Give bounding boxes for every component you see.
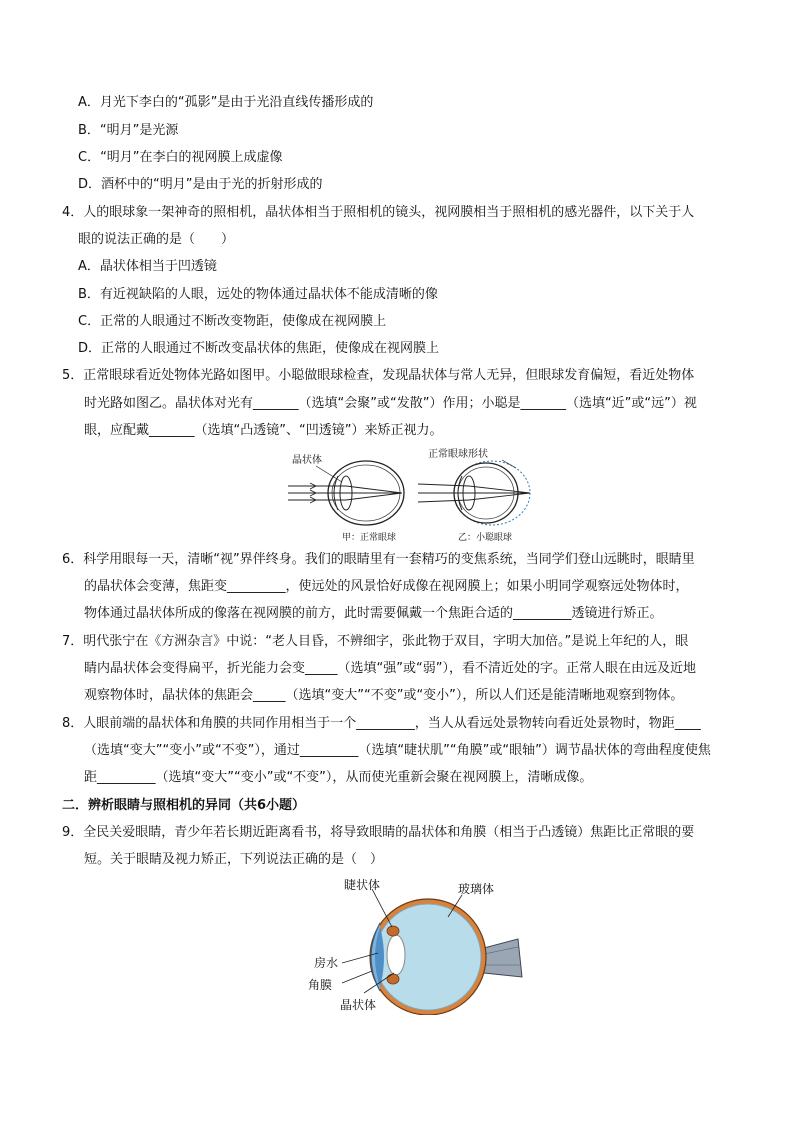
normal-eyeball-diagram: [288, 461, 404, 525]
q3-option-c: C．“明月”在李白的视网膜上成虚像: [78, 150, 283, 165]
vitreous-label: 玻璃体: [458, 882, 495, 896]
cornea-label: 角膜: [308, 978, 333, 992]
q3-option-b: B．“明月”是光源: [78, 123, 179, 138]
q6-line1: 6．科学用眼每一天，清晰“视”界伴终身。我们的眼睛里有一套精巧的变焦系统，当同学们登山远眺时，眼睛里: [62, 552, 695, 567]
q3-option-d: D．酒杯中的“明月”是由于光的折射形成的: [78, 177, 323, 192]
eyeball-cross-section: [342, 889, 522, 1015]
q8-line3: 距_________（选填“变大”“变小”或“不变”），从而使光重新会聚在视网膜上，清晰成像。: [84, 770, 593, 785]
q9-line2: 短。关于眼睛及视力矫正，下列说法正确的是（ ）: [84, 852, 384, 867]
aqueous-humor-label: 房水: [314, 956, 339, 970]
q8-line2: （选填“变大”“变小”或“不变”），通过_________（选填“睫状肌”“角膜”或“眼轴”）调节晶状体的弯曲程度使焦: [84, 743, 711, 758]
short-eye-caption: 乙：小聪眼球: [458, 533, 513, 543]
q4-option-a: A．晶状体相当于凹透镜: [78, 259, 217, 274]
lens-label: 晶状体: [292, 455, 322, 466]
section-heading: 二．辨析眼睛与照相机的异同（共6小题）: [62, 798, 306, 813]
normal-shape-label: 正常眼球形状: [428, 449, 488, 460]
q9-line1: 9．全民关爱眼睛，青少年若长期近距离看书，将导致眼睛的晶状体和角膜（相当于凸透镜）焦距比正常眼的要: [62, 825, 695, 840]
normal-eye-caption: 甲：正常眼球: [342, 533, 397, 543]
eye-light-path-figure: [280, 446, 550, 546]
q6-line2: 的晶状体会变薄，焦距变_________，使远处的风景恰好成像在视网膜上；如果小明同学观察远处物体时，: [84, 579, 689, 594]
lens-label: 晶状体: [340, 998, 377, 1012]
q4-stem-line1: 4．人的眼球象一架神奇的照相机，晶状体相当于照相机的镜头，视网膜相当于照相机的感光器件，以下关于人: [62, 205, 695, 220]
q5-line1: 5．正常眼球看近处物体光路如图甲。小聪做眼球检查，发现晶状体与常人无异，但眼球发育偏短，看近处物体: [62, 368, 695, 383]
short-eyeball-diagram: [418, 460, 530, 525]
q7-line1: 7．明代张宁在《方洲杂言》中说：“老人目昏，不辨细字，张此物于双目，字明大加倍。”是说上年纪的人，眼: [62, 634, 689, 649]
eye-anatomy-figure: [300, 875, 525, 1015]
q6-line3: 物体通过晶状体所成的像落在视网膜的前方，此时需要佩戴一个焦距合适的_________透镜进行矫正。: [84, 606, 663, 621]
q4-option-b: B．有近视缺陷的人眼，远处的物体通过晶状体不能成清晰的像: [78, 287, 438, 302]
ciliary-body-label: 睫状体: [344, 878, 381, 892]
q3-option-a: A．月光下李白的“孤影”是由于光沿直线传播形成的: [78, 95, 374, 110]
q8-line1: 8．人眼前端的晶状体和角膜的共同作用相当于一个_________，当人从看远处景物转向看近处景物时，物距____: [62, 716, 701, 731]
q4-option-d: D．正常的人眼通过不断改变晶状体的焦距，使像成在视网膜上: [78, 341, 440, 356]
q4-stem-line2: 眼的说法正确的是（ ）: [78, 232, 235, 247]
q4-option-c: C．正常的人眼通过不断改变物距，使像成在视网膜上: [78, 314, 387, 329]
q5-line2: 时光路如图乙。晶状体对光有_______（选填“会聚”或“发散”）作用；小聪是_______（选填“近”或“远”）视: [84, 396, 697, 411]
q5-line3: 眼，应配戴_______（选填“凸透镜”、“凹透镜”）来矫正视力。: [84, 423, 443, 438]
q7-line2: 睛内晶状体会变得扁平，折光能力会变_____（选填“强”或“弱”），看不清近处的字。正常人眼在由远及近地: [84, 661, 696, 676]
q7-line3: 观察物体时，晶状体的焦距会_____（选填“变大”“不变”或“变小”），所以人们还是能清晰地观察到物体。: [84, 688, 684, 703]
